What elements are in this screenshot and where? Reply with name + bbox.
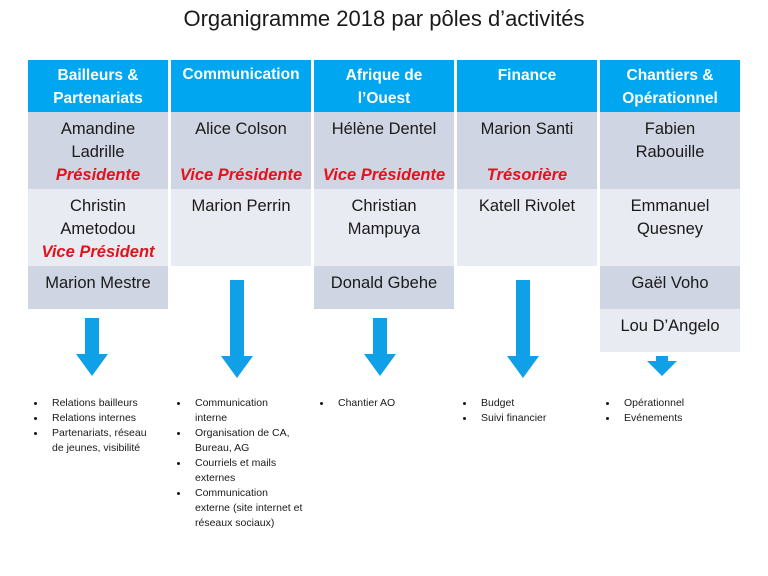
member-name: Ametodou: [60, 220, 136, 238]
column-header: Afrique de l’Ouest: [314, 60, 454, 112]
member-role: Trésorière: [486, 166, 568, 184]
member-name: Marion Santi: [480, 120, 574, 138]
member-name: Marion Mestre: [45, 274, 151, 292]
task-item: Partenariats, réseau de jeunes, visibilité: [28, 426, 152, 456]
member-box: [171, 189, 311, 266]
member-box: [28, 266, 168, 309]
member-role: Vice Présidente: [179, 166, 303, 184]
member-name: Christin: [70, 197, 126, 215]
member-box: [457, 112, 597, 189]
member-role: Vice Présidente: [322, 166, 446, 184]
down-arrow-icon: [647, 356, 677, 376]
column-chantiers-operationnel: [600, 60, 740, 352]
member-box: [171, 112, 311, 189]
task-item: Organisation de CA, Bureau, AG: [171, 426, 295, 456]
member-box: [600, 309, 740, 352]
member-box: [600, 189, 740, 266]
column-header: Communication: [171, 60, 311, 112]
member-role: Vice Président: [41, 243, 155, 261]
member-name: Gaël Voho: [631, 274, 709, 292]
task-item: Communication externe (site internet et réseaux sociaux): [171, 486, 303, 531]
member-name: Ladrille: [71, 143, 125, 161]
task-item: Suivi financier: [457, 411, 592, 426]
column-header: Chantiers & Opérationnel: [600, 60, 740, 112]
member-name: Donald Gbehe: [330, 274, 438, 292]
tasks-list-communication: [171, 396, 311, 531]
chart-title: Organigramme 2018 par pôles d’activités: [183, 6, 585, 31]
task-item: Communication interne: [171, 396, 295, 426]
member-box: [457, 189, 597, 266]
task-item: Evénements: [600, 411, 740, 426]
member-name: Marion Perrin: [191, 197, 291, 215]
tasks-list-afrique: [314, 396, 449, 411]
task-item: Budget: [457, 396, 592, 411]
member-name: Katell Rivolet: [478, 197, 576, 215]
member-name: Christian: [351, 197, 417, 215]
column-afrique-ouest: [314, 60, 454, 309]
task-item: Relations bailleurs: [28, 396, 163, 411]
member-box: [314, 189, 454, 266]
member-box: [28, 112, 168, 189]
column-bailleurs-partenariats: [28, 60, 168, 309]
member-name: Rabouille: [635, 143, 705, 161]
member-name: Lou D’Angelo: [620, 317, 720, 335]
down-arrow-icon: [76, 318, 108, 376]
tasks-list-finance: [457, 396, 592, 426]
tasks-list-bailleurs: [28, 396, 163, 456]
column-communication: [171, 60, 311, 266]
member-box: [600, 112, 740, 189]
down-arrow-icon: [507, 280, 539, 378]
member-name: Amandine: [60, 120, 136, 138]
member-name: Mampuya: [347, 220, 421, 238]
task-item: Courriels et mails externes: [171, 456, 305, 486]
member-box: [600, 266, 740, 309]
column-header: Finance: [457, 60, 597, 112]
member-name: Fabien: [644, 120, 696, 138]
down-arrow-icon: [364, 318, 396, 376]
down-arrow-icon: [221, 280, 253, 378]
column-finance: [457, 60, 597, 266]
tasks-list-chantiers: [600, 396, 740, 426]
member-role: Présidente: [55, 166, 141, 184]
member-box: [314, 266, 454, 309]
member-name: Hélène Dentel: [331, 120, 437, 138]
member-name: Emmanuel: [630, 197, 710, 215]
member-name: Quesney: [636, 220, 704, 238]
task-item: Relations internes: [28, 411, 163, 426]
task-item: Chantier AO: [314, 396, 449, 411]
task-item: Opérationnel: [600, 396, 740, 411]
member-box: [28, 189, 168, 266]
column-header: Bailleurs & Partenariats: [28, 60, 168, 112]
member-box: [314, 112, 454, 189]
member-name: Alice Colson: [195, 120, 287, 138]
